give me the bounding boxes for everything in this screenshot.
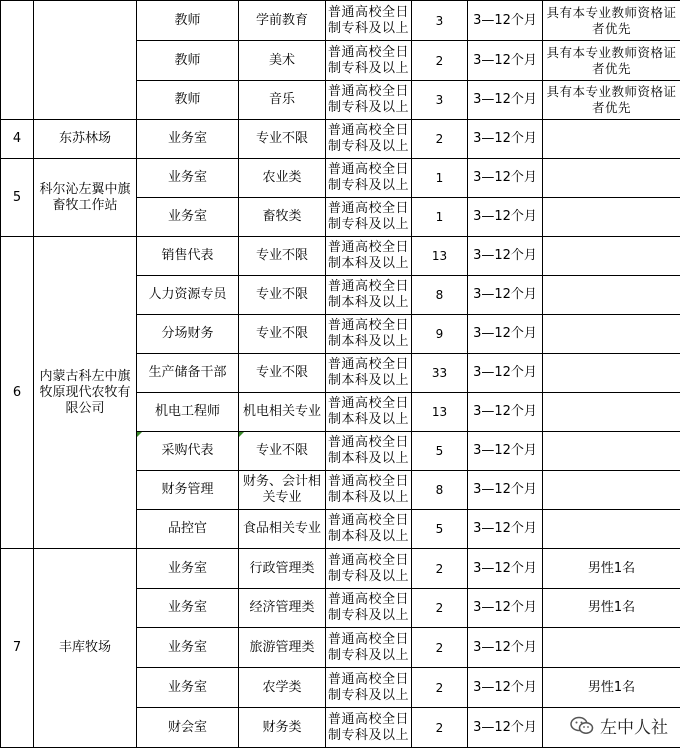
major-cell: 专业不限	[239, 120, 326, 159]
education-cell: 普通高校全日制本科及以上	[326, 315, 412, 354]
term-cell: 3—12个月	[468, 549, 543, 589]
education-cell: 普通高校全日制专科及以上	[326, 120, 412, 159]
count-cell: 3	[412, 1, 468, 41]
education-cell: 普通高校全日制专科及以上	[326, 198, 412, 237]
term-cell: 3—12个月	[468, 471, 543, 510]
unit-cell: 内蒙古科左中旗牧原现代农牧有限公司	[34, 237, 137, 549]
note-cell: 具有本专业教师资格证者优先	[543, 41, 680, 81]
count-cell: 5	[412, 510, 468, 549]
term-cell: 3—12个月	[468, 237, 543, 276]
note-cell: 男性1名	[543, 589, 680, 628]
table-row	[1, 159, 680, 198]
major-cell: 机电相关专业	[239, 393, 326, 432]
major-cell: 音乐	[239, 81, 326, 120]
note-cell	[543, 159, 680, 198]
note-cell	[543, 276, 680, 315]
no-cell	[1, 1, 34, 120]
term-cell: 3—12个月	[468, 628, 543, 668]
no-cell: 6	[1, 237, 34, 549]
unit-cell: 东苏林场	[34, 120, 137, 159]
major-cell: 专业不限	[239, 432, 326, 471]
position-cell: 业务室	[137, 549, 239, 589]
education-cell: 普通高校全日制本科及以上	[326, 354, 412, 393]
term-cell: 3—12个月	[468, 41, 543, 81]
count-cell: 2	[412, 628, 468, 668]
no-cell: 4	[1, 120, 34, 159]
position-cell: 财务管理	[137, 471, 239, 510]
education-cell: 普通高校全日制专科及以上	[326, 589, 412, 628]
position-cell: 业务室	[137, 628, 239, 668]
position-cell: 财会室	[137, 708, 239, 748]
position-cell: 教师	[137, 1, 239, 41]
position-cell: 品控官	[137, 510, 239, 549]
position-cell: 教师	[137, 41, 239, 81]
term-cell: 3—12个月	[468, 81, 543, 120]
major-cell: 行政管理类	[239, 549, 326, 589]
major-cell: 专业不限	[239, 276, 326, 315]
education-cell: 普通高校全日制专科及以上	[326, 81, 412, 120]
major-cell: 专业不限	[239, 237, 326, 276]
major-cell: 学前教育	[239, 1, 326, 41]
education-cell: 普通高校全日制本科及以上	[326, 510, 412, 549]
count-cell: 2	[412, 549, 468, 589]
note-cell: 具有本专业教师资格证者优先	[543, 81, 680, 120]
count-cell: 13	[412, 237, 468, 276]
major-cell: 美术	[239, 41, 326, 81]
term-cell: 3—12个月	[468, 120, 543, 159]
major-cell: 农学类	[239, 668, 326, 708]
note-cell	[543, 237, 680, 276]
unit-cell: 丰库牧场	[34, 549, 137, 748]
watermark	[566, 712, 672, 739]
major-cell: 财务类	[239, 708, 326, 748]
table-row	[1, 120, 680, 159]
count-cell: 5	[412, 432, 468, 471]
note-cell	[543, 315, 680, 354]
term-cell: 3—12个月	[468, 315, 543, 354]
term-cell: 3—12个月	[468, 198, 543, 237]
position-cell: 销售代表	[137, 237, 239, 276]
position-cell: 业务室	[137, 120, 239, 159]
note-cell	[543, 393, 680, 432]
count-cell: 33	[412, 354, 468, 393]
position-cell: 分场财务	[137, 315, 239, 354]
education-cell: 普通高校全日制专科及以上	[326, 549, 412, 589]
term-cell: 3—12个月	[468, 668, 543, 708]
education-cell: 普通高校全日制专科及以上	[326, 668, 412, 708]
term-cell: 3—12个月	[468, 589, 543, 628]
term-cell: 3—12个月	[468, 159, 543, 198]
education-cell: 普通高校全日制本科及以上	[326, 471, 412, 510]
count-cell: 2	[412, 41, 468, 81]
major-cell: 经济管理类	[239, 589, 326, 628]
position-cell: 业务室	[137, 159, 239, 198]
note-cell	[543, 120, 680, 159]
education-cell: 普通高校全日制专科及以上	[326, 159, 412, 198]
note-cell	[543, 432, 680, 471]
note-cell	[543, 198, 680, 237]
major-cell: 财务、会计相关专业	[239, 471, 326, 510]
unit-cell: 科尔沁左翼中旗畜牧工作站	[34, 159, 137, 237]
note-cell: 男性1名	[543, 668, 680, 708]
position-cell: 人力资源专员	[137, 276, 239, 315]
count-cell: 2	[412, 589, 468, 628]
position-cell: 机电工程师	[137, 393, 239, 432]
education-cell: 普通高校全日制本科及以上	[326, 432, 412, 471]
education-cell: 普通高校全日制本科及以上	[326, 276, 412, 315]
count-cell: 2	[412, 708, 468, 748]
position-cell: 业务室	[137, 198, 239, 237]
table-row	[1, 237, 680, 276]
note-cell	[543, 471, 680, 510]
count-cell: 2	[412, 120, 468, 159]
count-cell: 1	[412, 159, 468, 198]
major-cell: 专业不限	[239, 315, 326, 354]
no-cell: 5	[1, 159, 34, 237]
count-cell: 13	[412, 393, 468, 432]
position-cell: 教师	[137, 81, 239, 120]
count-cell: 3	[412, 81, 468, 120]
unit-cell	[34, 1, 137, 120]
term-cell: 3—12个月	[468, 1, 543, 41]
position-cell: 业务室	[137, 668, 239, 708]
note-cell	[543, 510, 680, 549]
education-cell: 普通高校全日制专科及以上	[326, 1, 412, 41]
education-cell: 普通高校全日制本科及以上	[326, 237, 412, 276]
education-cell: 普通高校全日制专科及以上	[326, 628, 412, 668]
term-cell: 3—12个月	[468, 708, 543, 748]
table-row	[1, 549, 680, 589]
education-cell: 普通高校全日制专科及以上	[326, 708, 412, 748]
position-cell: 业务室	[137, 589, 239, 628]
note-cell: 男性1名	[543, 549, 680, 589]
count-cell: 9	[412, 315, 468, 354]
term-cell: 3—12个月	[468, 432, 543, 471]
no-cell: 7	[1, 549, 34, 748]
count-cell: 8	[412, 471, 468, 510]
position-cell: 生产储备干部	[137, 354, 239, 393]
education-cell: 普通高校全日制专科及以上	[326, 41, 412, 81]
note-cell: 具有本专业教师资格证者优先	[543, 1, 680, 41]
watermark-text: 左中人社	[600, 713, 668, 738]
count-cell: 2	[412, 668, 468, 708]
major-cell: 旅游管理类	[239, 628, 326, 668]
count-cell: 8	[412, 276, 468, 315]
term-cell: 3—12个月	[468, 393, 543, 432]
major-cell: 畜牧类	[239, 198, 326, 237]
count-cell: 1	[412, 198, 468, 237]
education-cell: 普通高校全日制本科及以上	[326, 393, 412, 432]
wechat-icon	[570, 716, 594, 736]
major-cell: 农业类	[239, 159, 326, 198]
term-cell: 3—12个月	[468, 276, 543, 315]
term-cell: 3—12个月	[468, 354, 543, 393]
major-cell: 专业不限	[239, 354, 326, 393]
major-cell: 食品相关专业	[239, 510, 326, 549]
note-cell	[543, 628, 680, 668]
table-row	[1, 1, 680, 41]
term-cell: 3—12个月	[468, 510, 543, 549]
position-cell: 采购代表	[137, 432, 239, 471]
note-cell	[543, 354, 680, 393]
